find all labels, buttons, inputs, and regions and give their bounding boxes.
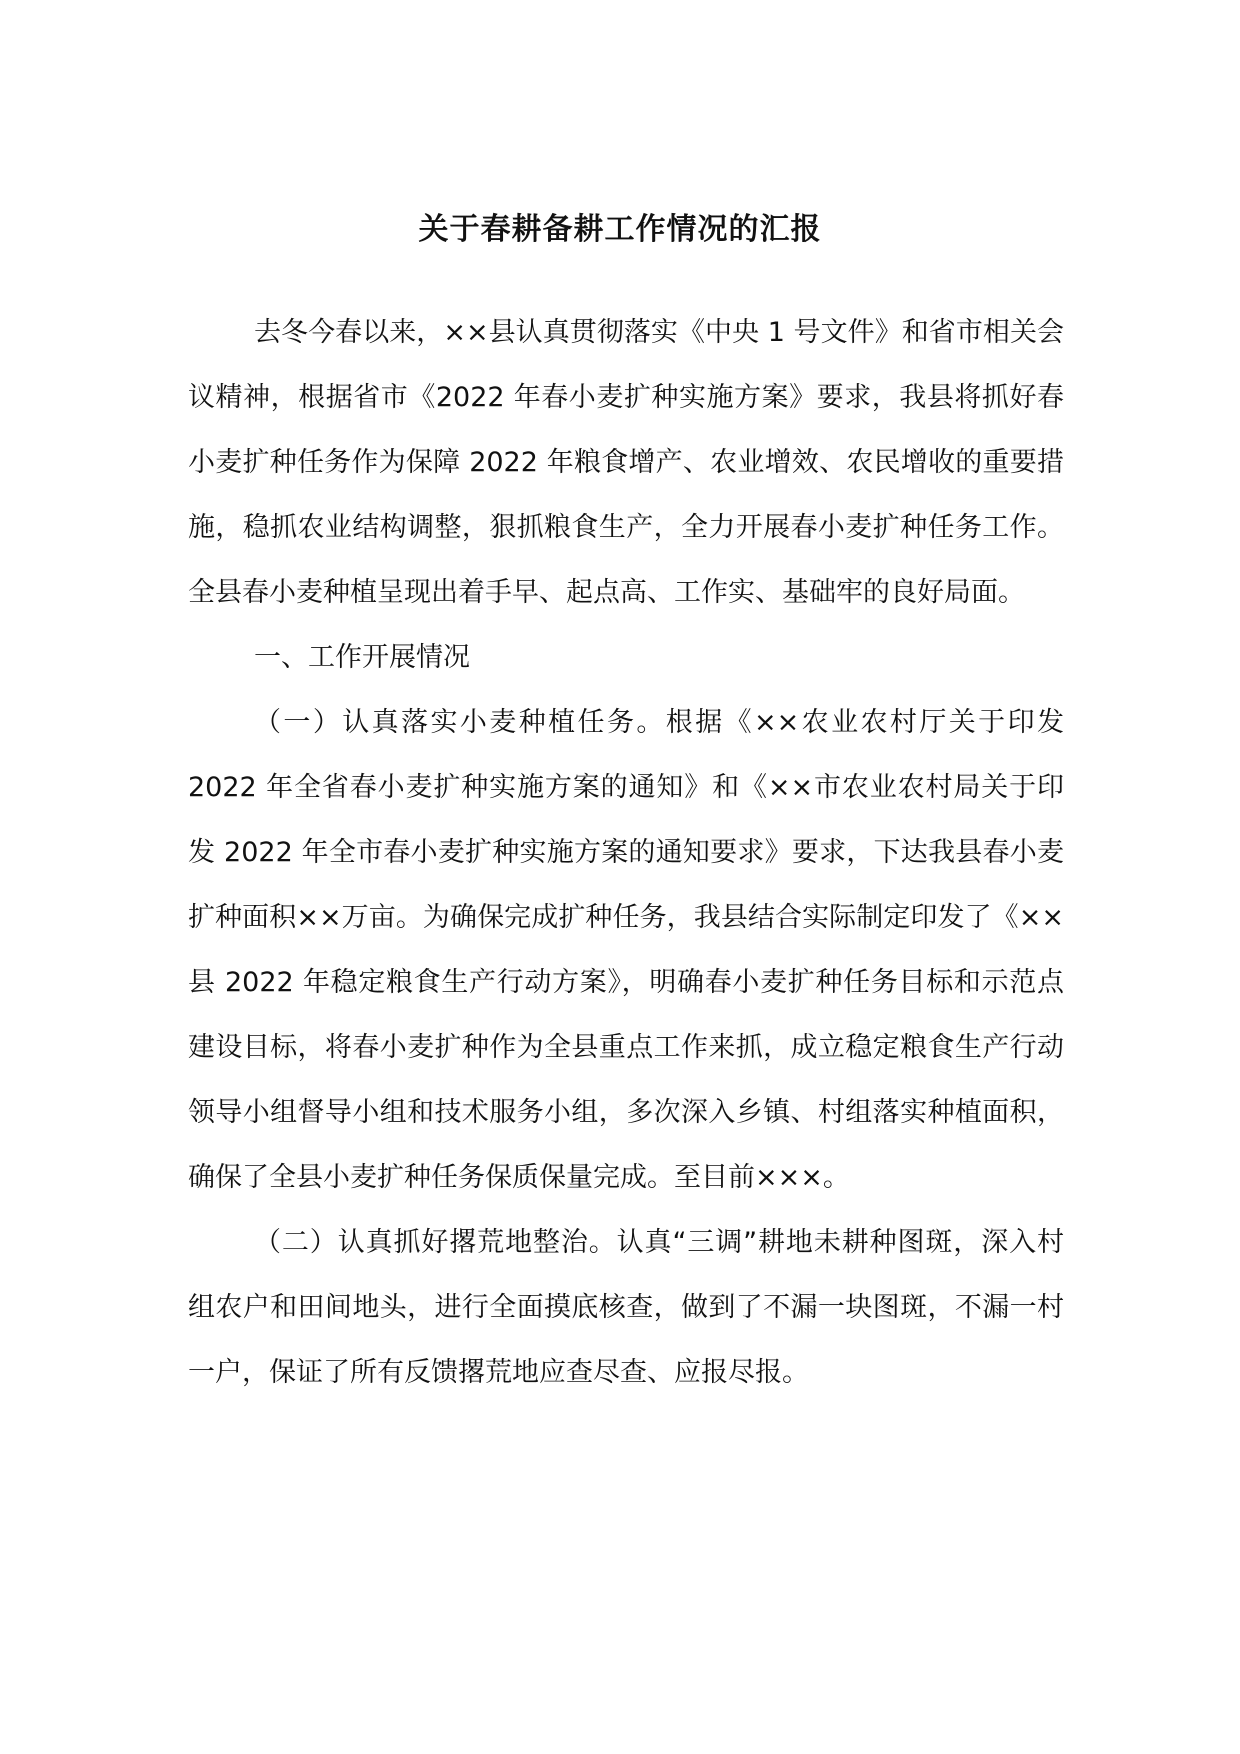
intro-paragraph: 去冬今春以来，××县认真贯彻落实《中央 1 号文件》和省市相关会议精神，根据省市《2022 年春小麦扩种实施方案》要求，我县将抓好春小麦扩种任务作为保障 2022 年粮食增产、农业增效、农民增收的重要措施，稳抓农业结构调整，狠抓粮食生产，全力开展春小麦扩种任务工作。全县春小麦种植呈现出着手早、起点高、工作实、基础牢的良好局面。	[188, 317, 1064, 608]
document-body	[188, 300, 1064, 1405]
subsection-paragraph-1: （一）认真落实小麦种植任务。根据《××农业农村厅关于印发 2022 年全省春小麦扩种实施方案的通知》和《××市农业农村局关于印发 2022 年全市春小麦扩种实施方案的通知要求》要求，下达我县春小麦扩种面积××万亩。为确保完成扩种任务，我县结合实际制定印发了《××县 2022 年稳定粮食生产行动方案》，明确春小麦扩种任务目标和示范点建设目标，将春小麦扩种作为全县重点工作来抓，成立稳定粮食生产行动领导小组督导小组和技术服务小组，多次深入乡镇、村组落实种植面积，确保了全县小麦扩种任务保质保量完成。至目前×××。	[188, 707, 1064, 1193]
subsection-paragraph-2: （二）认真抓好撂荒地整治。认真“三调”耕地未耕种图斑，深入村组农户和田间地头，进行全面摸底核查，做到了不漏一块图斑，不漏一村一户，保证了所有反馈撂荒地应查尽查、应报尽报。	[188, 1227, 1064, 1388]
document-title: 关于春耕备耕工作情况的汇报	[418, 212, 822, 247]
section-heading: 一、工作开展情况	[254, 642, 470, 673]
